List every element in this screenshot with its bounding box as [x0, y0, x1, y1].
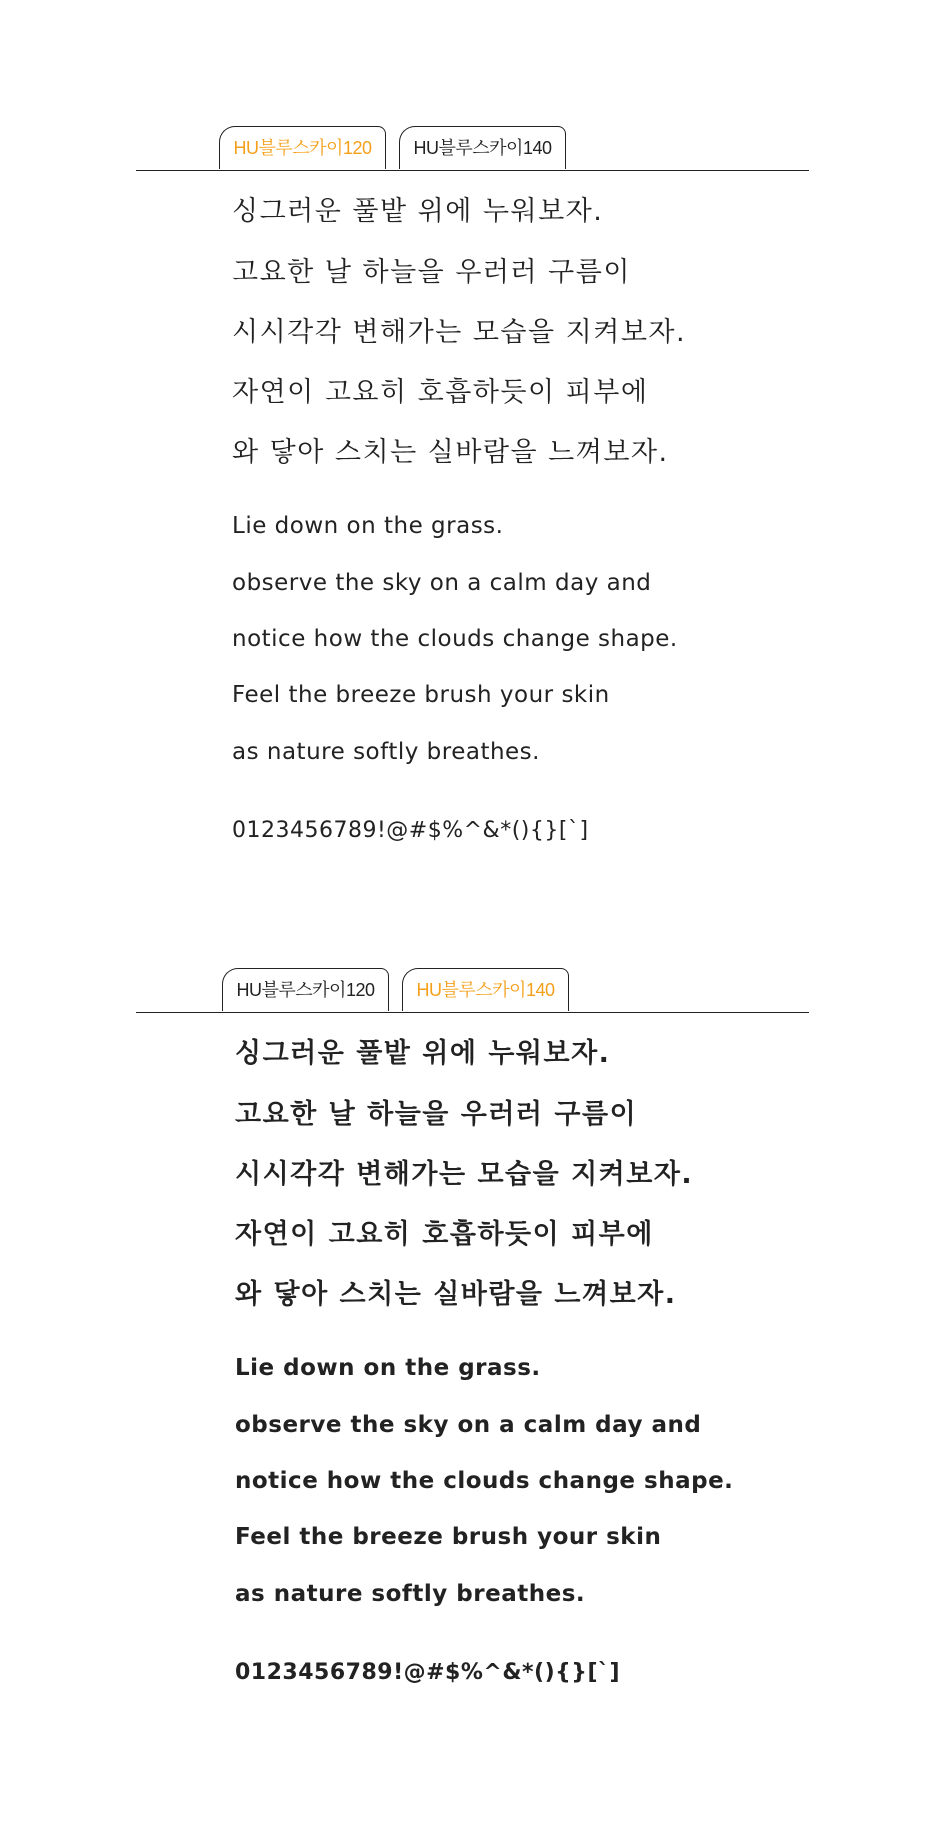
tab-divider-line	[136, 170, 809, 171]
tab-divider-line	[136, 1012, 809, 1013]
font-preview-panel-140	[0, 966, 950, 1685]
english-line: notice how the clouds change shape.	[232, 626, 678, 652]
tab-font-120[interactable]: HU블루스카이120	[219, 126, 386, 169]
english-line: Feel the breeze brush your skin	[235, 1524, 662, 1550]
font-tab-bar	[0, 124, 950, 172]
english-line: notice how the clouds change shape.	[235, 1468, 734, 1494]
korean-line: 싱그러운 풀밭 위에 누워보자.	[232, 196, 604, 227]
korean-line: 자연이 고요히 호흡하듯이 피부에	[235, 1219, 654, 1250]
korean-line: 와 닿아 스치는 실바람을 느껴보자.	[232, 437, 669, 468]
english-line: observe the sky on a calm day and	[235, 1412, 702, 1438]
symbols-line: 0123456789!@#$%^&*(){}[`]	[235, 1660, 621, 1685]
english-line: Lie down on the grass.	[232, 513, 504, 539]
tab-font-140[interactable]: HU블루스카이140	[402, 968, 569, 1011]
korean-line: 고요한 날 하늘을 우러러 구름이	[235, 1099, 638, 1130]
symbols-line: 0123456789!@#$%^&*(){}[`]	[232, 818, 589, 843]
tab-font-120[interactable]: HU블루스카이120	[222, 968, 389, 1011]
korean-line: 자연이 고요히 호흡하듯이 피부에	[232, 377, 649, 408]
english-line: Lie down on the grass.	[235, 1355, 541, 1381]
english-line: as nature softly breathes.	[235, 1581, 586, 1607]
korean-line: 시시각각 변해가는 모습을 지켜보자.	[235, 1159, 694, 1190]
tab-font-140[interactable]: HU블루스카이140	[399, 126, 566, 169]
font-preview-panel-120	[0, 124, 950, 843]
english-line: as nature softly breathes.	[232, 739, 540, 765]
font-tab-bar	[0, 966, 950, 1014]
korean-line: 싱그러운 풀밭 위에 누워보자.	[235, 1038, 611, 1069]
korean-line: 고요한 날 하늘을 우러러 구름이	[232, 257, 631, 288]
korean-line: 와 닿아 스치는 실바람을 느껴보자.	[235, 1279, 677, 1310]
english-line: observe the sky on a calm day and	[232, 570, 652, 596]
korean-line: 시시각각 변해가는 모습을 지켜보자.	[232, 317, 687, 348]
english-line: Feel the breeze brush your skin	[232, 682, 610, 708]
